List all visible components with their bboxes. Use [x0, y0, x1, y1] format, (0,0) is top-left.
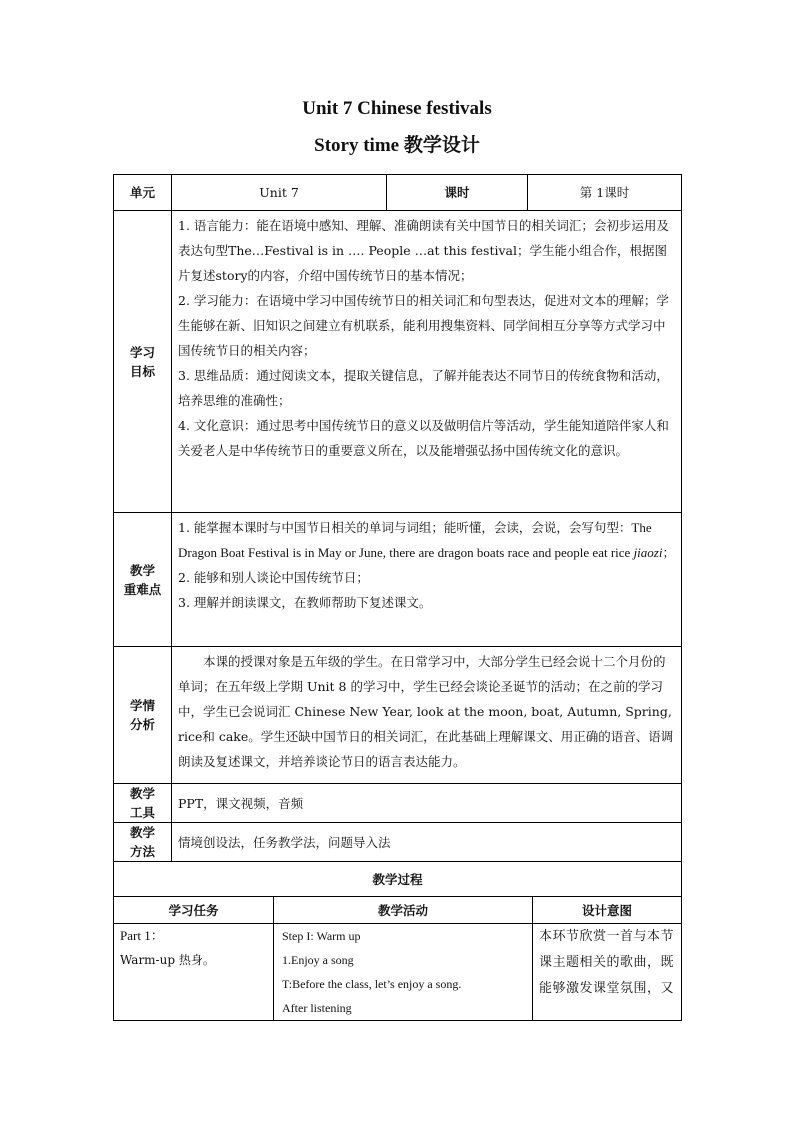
part-title: Part 1：: [120, 928, 164, 943]
process-header-row: [114, 862, 682, 897]
methods-label-line2: 方法: [129, 844, 155, 859]
tools-content: PPT，课文视频，音频: [172, 784, 682, 823]
process-part-row: [114, 924, 682, 1021]
part-subtitle: Warm-up 热身。: [120, 953, 215, 967]
process-columns-row: [114, 897, 682, 924]
objective-paragraph: 3. 思维品质：通过阅读文本，提取关键信息，了解并能表达不同节日的传统食物和活动，培养思维的准确性；: [178, 368, 669, 408]
analysis-label: [114, 647, 172, 784]
document-subtitle: Story time 教学设计: [314, 135, 480, 156]
activity-cell: [274, 924, 533, 1021]
column-task: 学习任务: [114, 897, 274, 924]
analysis-row: [114, 647, 682, 784]
objective-paragraph: 2. 学习能力：在语境中学习中国传统节日的相关词汇和句型表达，促进对文本的理解；学生能够在新、旧知识之间建立有机联系，能利用搜集资料、同学间相互分享等方式学习中国传统节日的相关内容；: [178, 293, 669, 358]
key-points-label-line1: 教学: [129, 562, 155, 578]
analysis-label-line2: 分析: [129, 717, 155, 732]
objectives-label-line2: 目标: [129, 363, 155, 379]
analysis-text: 本课的授课对象是五年级的学生。在日常学习中，大部分学生已经会说十二个月份的单词；在五年级上学期 Unit 8 的学习中，学生已经会谈论圣诞节的活动；在之前的学习中，学生已会说词汇 Chinese New Year, look at the moon, boat, Autumn, Spring, rice和 cake。学生还缺中国节日的相关词汇，在此基础上理解课文、用正确的语音、语调朗读及复述课文，并培养谈论节日的语言表达能力。: [178, 654, 674, 769]
unit-value: Unit 7: [172, 175, 387, 211]
key-point-text: 1. 能掌握本课时与中国节日相关的单词与词组；能听懂，会读，会说，会写句型：: [178, 520, 632, 535]
document-title: Unit 7 Chinese festivals: [302, 98, 492, 119]
period-value: 第 1课时: [528, 175, 682, 211]
intent-cell: 本环节欣赏一首与本节课主题相关的歌曲，既能够激发课堂氛围，又: [533, 924, 682, 1021]
unit-label: 单元: [114, 175, 172, 211]
key-point-sentence: The Dragon Boat Festival is in May or June, there are dragon boats race and people eat rice: [178, 520, 652, 560]
activity-line: After listening: [282, 1001, 352, 1015]
objective-paragraph: 1. 语言能力：能在语境中感知、理解、准确朗读有关中国节日的相关词汇；会初步运用及表达句型The…Festival is in …. People …at this festival；学生能小组合作，根据图片复述story的内容，介绍中国传统节日的基本情况；: [178, 218, 669, 283]
activity-line: T:Before the class, let’s enjoy a song.: [282, 977, 462, 991]
info-row: [114, 175, 682, 211]
key-point-paragraph: 2. 能够和别人谈论中国传统节日；: [178, 570, 369, 585]
key-point-paragraph: [178, 515, 675, 565]
tools-label-line1: 教学: [129, 786, 155, 801]
objective-paragraph: 4. 文化意识：通过思考中国传统节日的意义以及做明信片等活动，学生能知道陪伴家人和关爱老人是中华传统节日的重要意义所在，以及能增强弘扬中国传统文化的意识。: [178, 418, 669, 458]
column-activity: 教学活动: [274, 897, 533, 924]
methods-label: [114, 823, 172, 862]
tools-label-line2: 工具: [129, 805, 155, 820]
objectives-label: [114, 211, 172, 513]
tools-label: [114, 784, 172, 823]
tools-row: [114, 784, 682, 823]
key-points-label: [114, 513, 172, 647]
lesson-plan-table: [113, 174, 682, 1021]
activity-line: 1.Enjoy a song: [282, 953, 354, 967]
methods-content: 情境创设法，任务教学法，问题导入法: [172, 823, 682, 862]
analysis-label-line1: 学情: [129, 698, 155, 713]
key-points-label-line2: 重难点: [123, 581, 162, 597]
key-points-content: [172, 513, 682, 647]
task-cell: [114, 924, 274, 1021]
process-header: 教学过程: [114, 862, 682, 897]
analysis-content: [172, 647, 682, 784]
methods-label-line1: 教学: [129, 825, 155, 840]
objectives-content: [172, 211, 682, 513]
key-points-row: [114, 513, 682, 647]
key-point-end: ；: [662, 545, 675, 560]
objectives-row: [114, 211, 682, 513]
activity-line: Step I: Warm up: [282, 929, 361, 943]
key-point-italic: jiaozi: [633, 545, 663, 560]
objectives-label-line1: 学习: [129, 344, 155, 360]
column-intent: 设计意图: [533, 897, 682, 924]
key-point-paragraph: 3. 理解并朗读课文，在教师帮助下复述课文。: [178, 595, 432, 610]
period-label: 课时: [387, 175, 528, 211]
methods-row: [114, 823, 682, 862]
